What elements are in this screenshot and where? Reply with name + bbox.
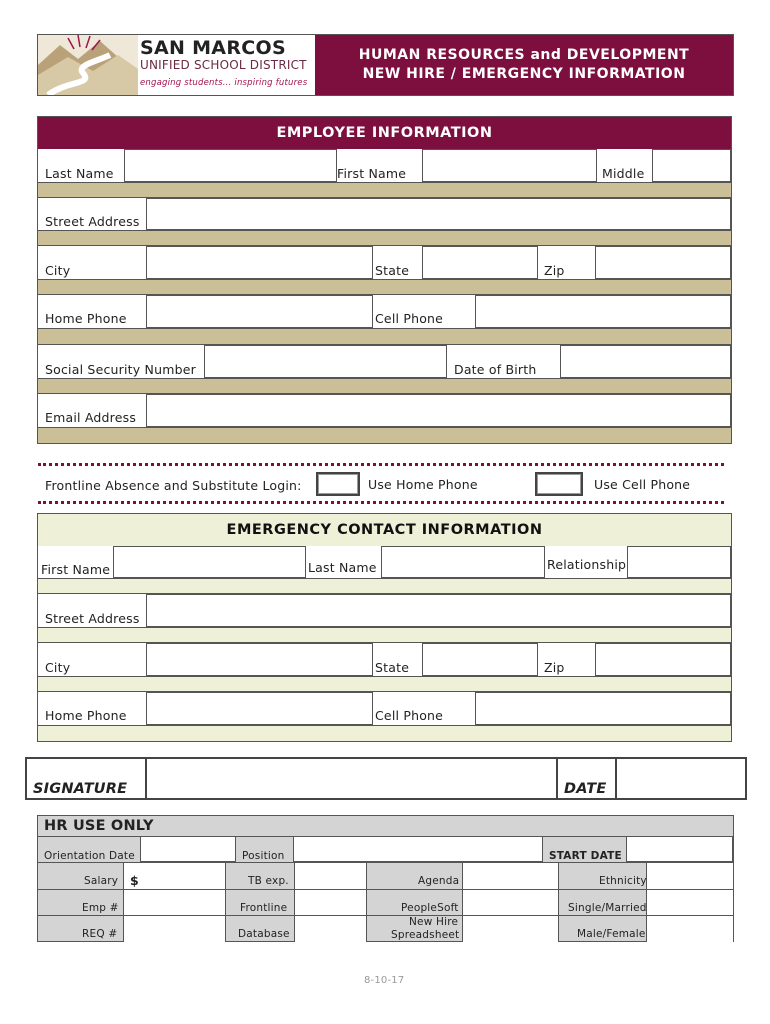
street-address-label: Street Address (45, 214, 140, 229)
single-married-field[interactable] (647, 890, 733, 915)
ec-street-address-label: Street Address (45, 611, 140, 626)
ec-city-field[interactable] (146, 643, 373, 676)
state-field[interactable] (422, 246, 538, 279)
ec-last-name-field[interactable] (381, 546, 545, 578)
database-label: Database (238, 928, 290, 940)
row-divider (38, 627, 731, 643)
district-tagline: engaging students... inspiring futures (140, 78, 308, 88)
zip-label: Zip (544, 263, 565, 278)
male-female-label: Male/Female (577, 928, 646, 940)
ec-cell-phone-field[interactable] (475, 692, 731, 725)
district-name: SAN MARCOS (140, 37, 286, 59)
req-label: REQ # (82, 928, 118, 940)
date-label: DATE (564, 781, 607, 797)
employee-section (37, 116, 732, 444)
ec-relationship-label: Relationship (547, 557, 627, 572)
agenda-label: Agenda (418, 875, 460, 887)
use-home-phone-label: Use Home Phone (368, 477, 478, 492)
emergency-section-title: EMERGENCY CONTACT INFORMATION (38, 514, 731, 546)
home-phone-label: Home Phone (45, 311, 127, 326)
home-phone-field[interactable] (146, 295, 373, 328)
row-divider (38, 182, 731, 198)
row-divider (38, 725, 731, 741)
database-field[interactable] (295, 916, 366, 942)
start-date-field[interactable] (626, 836, 733, 862)
ec-zip-label: Zip (544, 660, 565, 675)
emergency-section (37, 513, 732, 742)
ec-street-address-field[interactable] (146, 594, 731, 627)
row-divider (38, 427, 731, 443)
new-hire-spreadsheet-field[interactable] (463, 916, 558, 942)
state-label: State (375, 263, 410, 278)
row-divider (38, 328, 731, 345)
ec-state-label: State (375, 660, 410, 675)
dollar-sign: $ (130, 873, 139, 888)
peoplesoft-label: PeopleSoft (401, 902, 459, 914)
ec-first-name-field[interactable] (113, 546, 306, 578)
ec-city-label: City (45, 660, 71, 675)
position-label: Position (242, 850, 285, 862)
ec-home-phone-label: Home Phone (45, 708, 127, 723)
ec-relationship-field[interactable] (627, 546, 731, 578)
use-home-phone-checkbox[interactable] (316, 472, 360, 496)
frontline-label: Frontline Absence and Substitute Login: (45, 478, 302, 493)
row-divider (38, 279, 731, 295)
dob-field[interactable] (560, 345, 731, 378)
ec-last-name-label: Last Name (308, 560, 377, 575)
last-name-field[interactable] (124, 149, 337, 182)
tb-exp-label: TB exp. (248, 875, 289, 887)
street-address-field[interactable] (146, 198, 731, 230)
emp-label: Emp # (82, 902, 119, 914)
middle-label: Middle (602, 166, 645, 181)
first-name-label: First Name (337, 166, 407, 181)
form-title-line2: NEW HIRE / EMERGENCY INFORMATION (362, 66, 686, 82)
email-field[interactable] (146, 394, 731, 427)
signature-field[interactable] (145, 757, 558, 800)
logo-mountain-road-icon (38, 35, 138, 95)
orientation-date-label: Orientation Date (44, 850, 135, 862)
last-name-label: Last Name (45, 166, 114, 181)
ec-first-name-label: First Name (41, 562, 111, 577)
use-cell-phone-checkbox[interactable] (535, 472, 583, 496)
peoplesoft-field[interactable] (463, 890, 558, 915)
orientation-date-field[interactable] (140, 836, 236, 862)
row-divider (38, 230, 731, 246)
ssn-field[interactable] (204, 345, 447, 378)
ec-state-field[interactable] (422, 643, 538, 676)
form-version: 8-10-17 (364, 975, 405, 986)
signature-label: SIGNATURE (33, 781, 128, 797)
position-field[interactable] (293, 836, 543, 862)
cell-phone-label: Cell Phone (375, 311, 444, 326)
middle-field[interactable] (652, 149, 731, 182)
ssn-label: Social Security Number (45, 362, 196, 377)
ec-cell-phone-label: Cell Phone (375, 708, 444, 723)
req-field[interactable] (124, 916, 225, 942)
use-cell-phone-label: Use Cell Phone (594, 477, 691, 492)
city-label: City (45, 263, 71, 278)
agenda-field[interactable] (463, 863, 558, 889)
ethnicity-label: Ethnicity (599, 875, 647, 887)
form-title-line1: HUMAN RESOURCES and DEVELOPMENT (358, 47, 690, 63)
single-married-label: Single/Married (568, 902, 647, 914)
ethnicity-field[interactable] (647, 863, 733, 889)
tb-exp-field[interactable] (295, 863, 366, 889)
zip-field[interactable] (595, 246, 731, 279)
salary-field[interactable] (124, 863, 225, 889)
city-field[interactable] (146, 246, 373, 279)
first-name-field[interactable] (422, 149, 597, 182)
dotted-separator-bottom (38, 501, 724, 504)
frontline-hr-label: Frontline (240, 902, 288, 914)
row-divider (38, 578, 731, 594)
row-divider (38, 676, 731, 692)
emp-field[interactable] (124, 890, 225, 915)
signature-row (25, 757, 747, 800)
start-date-label: START DATE (549, 850, 622, 862)
email-label: Email Address (45, 410, 137, 425)
district-logo (38, 35, 315, 95)
salary-label: Salary (84, 875, 119, 887)
ec-home-phone-field[interactable] (146, 692, 373, 725)
spreadsheet-label: Spreadsheet (391, 929, 460, 941)
male-female-field[interactable] (647, 916, 733, 942)
dob-label: Date of Birth (454, 362, 537, 377)
form-title-banner (315, 35, 733, 95)
frontline-field[interactable] (295, 890, 366, 915)
row-divider (38, 378, 731, 394)
signature-date-field[interactable] (615, 757, 745, 800)
new-hire-label: New Hire (409, 916, 459, 928)
dotted-separator-top (38, 463, 724, 466)
district-subtitle: UNIFIED SCHOOL DISTRICT (140, 58, 307, 72)
hr-use-title: HR USE ONLY (44, 818, 154, 834)
ec-zip-field[interactable] (595, 643, 731, 676)
hr-use-section (37, 815, 734, 942)
employee-section-title: EMPLOYEE INFORMATION (38, 117, 731, 149)
form-header (37, 34, 734, 96)
cell-phone-field[interactable] (475, 295, 731, 328)
